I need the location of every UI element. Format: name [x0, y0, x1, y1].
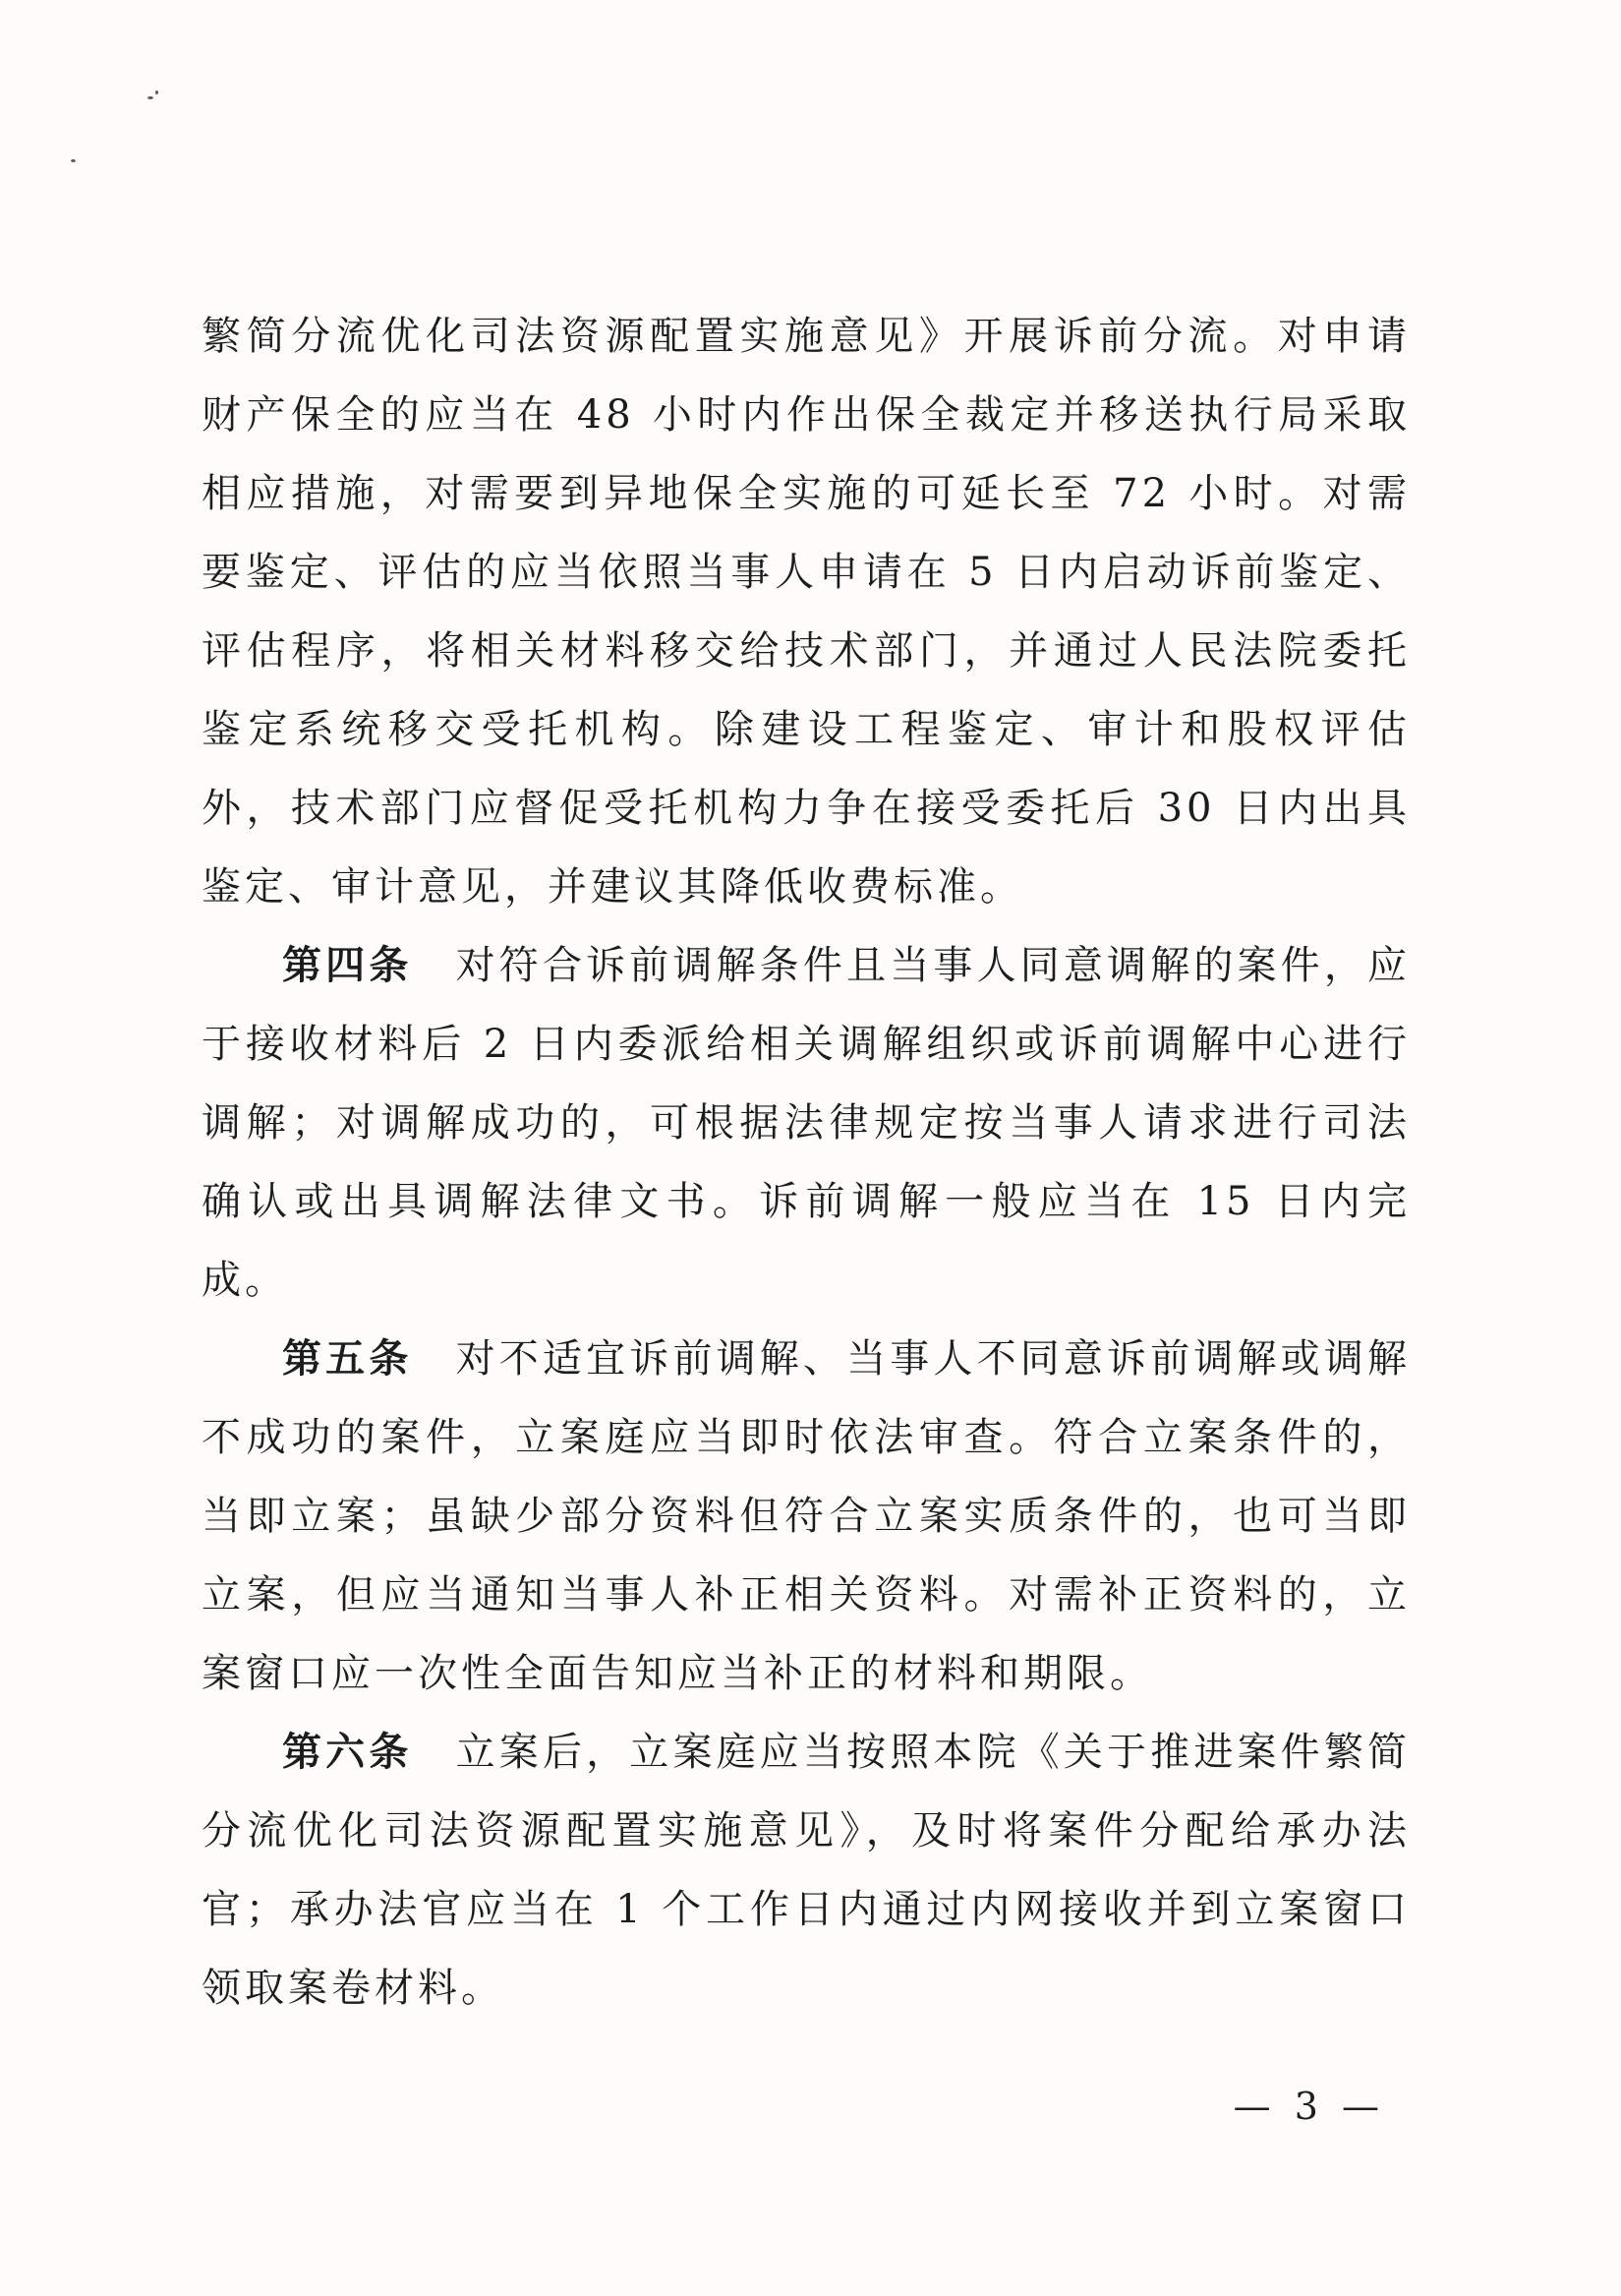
article-heading: 第六条 [282, 1729, 413, 1775]
article-heading: 第四条 [282, 942, 413, 988]
paragraph-text: 繁简分流优化司法资源配置实施意见》开展诉前分流。对申请财产保全的应当在 48 小时内作出保全裁定并移送执行局采取相应措施，对需要到异地保全实施的可延长至 72 小时。对需要鉴定、评估的应当依照当事人申请在 5 日内启动诉前鉴定、评估程序，将相关材料移交给技术部门，并通过人民法院委托鉴定系统移交受托机构。除建设工程鉴定、审计和股权评估外，技术部门应督促受托机构力争在接受委托后 30 日内出具鉴定、审计意见，并建议其降低收费标准。 [202, 314, 1411, 910]
scan-speck [71, 159, 76, 162]
document-body [202, 297, 1411, 2028]
page-number: — 3 — [1233, 2085, 1385, 2128]
paragraph-continuation [202, 297, 1411, 926]
article-text: 对不适宜诉前调解、当事人不同意诉前调解或调解不成功的案件，立案庭应当即时依法审查。符合立案条件的，当即立案；虽缺少部分资料但符合立案实质条件的，也可当即立案，但应当通知当事人补正相关资料。对需补正资料的，立案窗口应一次性全面告知应当补正的材料和期限。 [202, 1336, 1412, 1696]
article-five [202, 1320, 1411, 1713]
scan-speck [147, 96, 153, 99]
article-text: 立案后，立案庭应当按照本院《关于推进案件繁简分流优化司法资源配置实施意见》，及时将案件分配给承办法官；承办法官应当在 1 个工作日内通过内网接收并到立案窗口领取案卷材料。 [202, 1730, 1412, 2011]
article-text: 对符合诉前调解条件且当事人同意调解的案件，应于接收材料后 2 日内委派给相关调解组织或诉前调解中心进行调解；对调解成功的，可根据法律规定按当事人请求进行司法确认或出具调解法律文书。诉前调解一般应当在 15 日内完成。 [202, 943, 1412, 1303]
scan-speck [155, 90, 158, 94]
article-four [202, 926, 1411, 1320]
article-heading: 第五条 [282, 1335, 413, 1382]
article-six [202, 1713, 1411, 2028]
